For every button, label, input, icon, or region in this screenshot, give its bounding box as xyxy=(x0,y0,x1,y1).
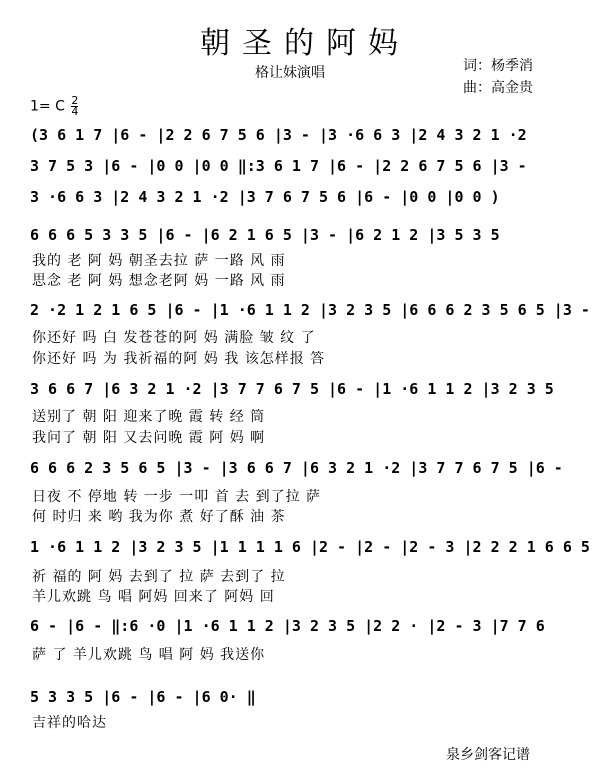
page-title: 朝圣的阿妈 xyxy=(200,26,410,61)
score-row-4: 6 6 6 5 3 3 5 |6 - |6 2 1 6 5 |3 - |6 2 1 2 |3 5 3 5 xyxy=(30,226,500,244)
lyric-line: 送别了 朝 阳 迎来了晚 霞 转 经 筒 xyxy=(32,409,266,425)
lyric-line: 日夜 不 停地 转 一步 一叩 首 去 到了拉 萨 xyxy=(32,489,322,505)
key-label: 1= C xyxy=(30,98,65,115)
score-row-6: 3 6 6 7 |6 3 2 1 ·2 |3 7 7 6 7 5 |6 - |1 ·6 1 1 2 |3 2 3 5 xyxy=(30,380,554,398)
lyric-line: 你还好 吗 白 发苍苍的阿 妈 满脸 皱 纹 了 xyxy=(32,330,316,346)
lyric-line: 吉祥的哈达 xyxy=(32,715,107,731)
lyric-line: 我的 老 阿 妈 朝圣去拉 萨 一路 风 雨 xyxy=(32,253,286,269)
score-row-9: 6 - |6 - ‖:6 ·0 |1 ·6 1 1 2 |3 2 3 5 |2 2 · |2 - 3 |7 7 6 xyxy=(30,617,545,635)
score-row-3: 3 ·6 6 3 |2 4 3 2 1 ·2 |3 7 6 7 5 6 |6 - |0 0 |0 0 ) xyxy=(30,188,500,206)
composer-credit: 曲：高金贵 xyxy=(463,80,533,96)
score-row-8: 1 ·6 1 1 2 |3 2 3 5 |1 1 1 1 6 |2 - |2 - |2 - 3 |2 2 2 1 6 6 5 xyxy=(30,538,590,556)
score-row-2: 3 7 5 3 |6 - |0 0 |0 0 ‖:3 6 1 7 |6 - |2 2 6 7 5 6 |3 - xyxy=(30,157,527,175)
lyric-line: 我问了 朝 阳 又去问晚 霞 阿 妈 啊 xyxy=(32,430,266,446)
lyric-line: 何 时归 来 哟 我为你 煮 好了酥 油 茶 xyxy=(32,509,286,525)
lyric-line: 你还好 吗 为 我祈福的阿 妈 我 该怎样报 答 xyxy=(32,351,326,367)
singer-label: 格让妹演唱 xyxy=(255,65,325,81)
score-row-5: 2 ·2 1 2 1 6 5 |6 - |1 ·6 1 1 2 |3 2 3 5 |6 6 6 2 3 5 6 5 |3 - xyxy=(30,301,590,319)
transcriber-credit: 泉乡剑客记谱 xyxy=(446,747,530,763)
time-signature-bottom: 4 xyxy=(71,105,79,118)
key-signature xyxy=(30,96,78,117)
score-row-1: (3 6 1 7 |6 - |2 2 6 7 5 6 |3 - |3 ·6 6 3 |2 4 3 2 1 ·2 xyxy=(30,126,527,144)
lyric-line: 祈 福的 阿 妈 去到了 拉 萨 去到了 拉 xyxy=(32,569,286,585)
score-row-7: 6 6 6 2 3 5 6 5 |3 - |3 6 6 7 |6 3 2 1 ·2 |3 7 7 6 7 5 |6 - xyxy=(30,459,563,477)
lyric-line: 思念 老 阿 妈 想念老阿 妈 一路 风 雨 xyxy=(32,273,286,289)
lyric-line: 羊儿欢跳 鸟 唱 阿妈 回来了 阿妈 回 xyxy=(32,589,275,605)
time-signature xyxy=(71,96,78,117)
lyric-line: 萨 了 羊儿欢跳 鸟 唱 阿 妈 我送你 xyxy=(32,647,266,663)
time-signature-top: 2 xyxy=(71,94,79,107)
score-row-10: 5 3 3 5 |6 - |6 - |6 0· ‖ xyxy=(30,688,256,706)
lyricist-credit: 词：杨季消 xyxy=(463,58,533,74)
